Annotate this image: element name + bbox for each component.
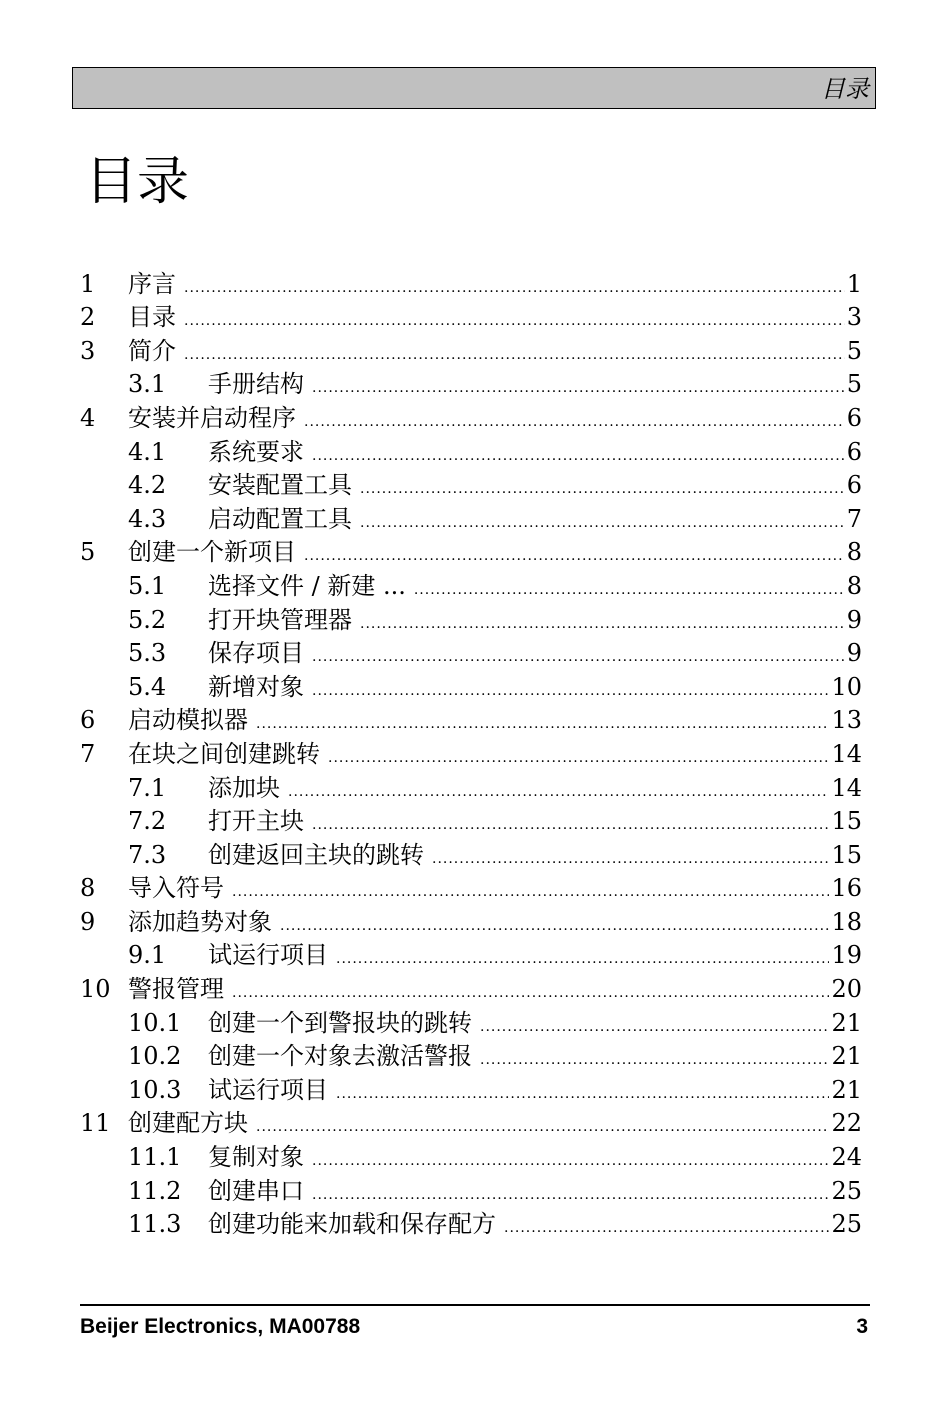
toc-entry-page: 5 bbox=[846, 370, 862, 399]
toc-dot-leader bbox=[414, 571, 845, 601]
toc-entry[interactable] bbox=[80, 299, 862, 333]
toc-entry-page: 7 bbox=[846, 504, 862, 533]
toc-entry-title: 导入符号 bbox=[128, 874, 224, 903]
toc-dot-leader bbox=[360, 605, 845, 635]
toc-entry-title: 新增对象 bbox=[208, 672, 304, 701]
toc-dot-leader bbox=[280, 907, 829, 937]
toc-entry-number: 9 bbox=[80, 907, 96, 936]
toc-entry[interactable] bbox=[80, 870, 862, 904]
toc-entry-number: 10 bbox=[80, 975, 111, 1004]
toc-entry-title: 试运行项目 bbox=[208, 1075, 328, 1104]
toc-dot-leader bbox=[480, 1008, 829, 1038]
toc-entry-number: 9.1 bbox=[128, 941, 167, 970]
toc-entry-page: 21 bbox=[831, 1075, 862, 1104]
toc-dot-leader bbox=[232, 873, 829, 903]
toc-entry-number: 3 bbox=[80, 336, 96, 365]
footer-publisher: Beijer Electronics, MA00788 bbox=[80, 1315, 361, 1338]
toc-entry[interactable] bbox=[80, 1004, 862, 1038]
toc-entry-title: 创建返回主块的跳转 bbox=[208, 840, 424, 869]
toc-entry-page: 1 bbox=[846, 269, 862, 298]
toc-entry-page: 21 bbox=[831, 1008, 862, 1037]
toc-entry-title: 系统要求 bbox=[208, 437, 304, 466]
toc-entry[interactable] bbox=[80, 668, 862, 702]
footer-divider bbox=[80, 1304, 870, 1306]
page-title: 目录 bbox=[85, 152, 190, 212]
toc-entry[interactable] bbox=[80, 836, 862, 870]
toc-entry-page: 3 bbox=[846, 303, 862, 332]
toc-entry-page: 13 bbox=[831, 706, 862, 735]
toc-entry[interactable] bbox=[80, 399, 862, 433]
toc-dot-leader bbox=[288, 773, 829, 803]
toc-entry-page: 24 bbox=[831, 1143, 862, 1172]
toc-entry-page: 6 bbox=[846, 403, 862, 432]
toc-entry-title: 警报管理 bbox=[128, 975, 224, 1004]
toc-dot-leader bbox=[504, 1209, 829, 1239]
toc-entry-title: 目录 bbox=[128, 303, 176, 332]
toc-entry-title: 试运行项目 bbox=[208, 941, 328, 970]
toc-entry-page: 16 bbox=[831, 874, 862, 903]
toc-entry-title: 手册结构 bbox=[208, 370, 304, 399]
toc-entry-number: 11.2 bbox=[128, 1176, 182, 1205]
toc-dot-leader bbox=[480, 1041, 829, 1071]
toc-entry-title: 打开块管理器 bbox=[208, 605, 352, 634]
toc-entry[interactable] bbox=[80, 635, 862, 669]
toc-dot-leader bbox=[256, 1108, 829, 1138]
toc-entry-page: 5 bbox=[846, 336, 862, 365]
toc-entry[interactable] bbox=[80, 534, 862, 568]
toc-entry-number: 5.3 bbox=[128, 639, 167, 668]
toc-entry[interactable] bbox=[80, 702, 862, 736]
toc-entry-page: 8 bbox=[846, 538, 862, 567]
toc-entry-page: 19 bbox=[831, 941, 862, 970]
toc-entry[interactable] bbox=[80, 769, 862, 803]
toc-entry-title: 创建一个新项目 bbox=[128, 538, 296, 567]
toc-entry[interactable] bbox=[80, 1038, 862, 1072]
toc-entry[interactable] bbox=[80, 467, 862, 501]
toc-entry-page: 6 bbox=[846, 471, 862, 500]
toc-entry[interactable] bbox=[80, 601, 862, 635]
toc-entry[interactable] bbox=[80, 1206, 862, 1240]
toc-entry-title: 打开主块 bbox=[208, 807, 304, 836]
toc-dot-leader bbox=[432, 840, 829, 870]
toc-dot-leader bbox=[184, 302, 845, 332]
toc-entry[interactable] bbox=[80, 332, 862, 366]
toc-entry-page: 18 bbox=[831, 907, 862, 936]
toc-entry-title: 创建一个对象去激活警报 bbox=[208, 1042, 472, 1071]
toc-dot-leader bbox=[232, 974, 829, 1004]
toc-entry[interactable] bbox=[80, 1105, 862, 1139]
toc-entry-title: 创建串口 bbox=[208, 1176, 304, 1205]
toc-entry-page: 6 bbox=[846, 437, 862, 466]
toc-entry-title: 简介 bbox=[128, 336, 176, 365]
toc-dot-leader bbox=[184, 336, 845, 366]
toc-entry-title: 保存项目 bbox=[208, 639, 304, 668]
toc-entry-page: 25 bbox=[831, 1210, 862, 1239]
toc-entry-number: 4.2 bbox=[128, 471, 167, 500]
toc-entry-number: 7.1 bbox=[128, 773, 167, 802]
toc-entry-number: 7.2 bbox=[128, 807, 167, 836]
toc-entry-number: 2 bbox=[80, 303, 96, 332]
toc-entry[interactable] bbox=[80, 735, 862, 769]
toc-entry-number: 10.1 bbox=[128, 1008, 182, 1037]
toc-entry-page: 9 bbox=[846, 605, 862, 634]
toc-entry-page: 15 bbox=[831, 840, 862, 869]
toc-dot-leader bbox=[256, 705, 829, 735]
toc-entry-page: 25 bbox=[831, 1176, 862, 1205]
toc-dot-leader bbox=[328, 739, 829, 769]
toc-dot-leader bbox=[184, 269, 845, 299]
toc-dot-leader bbox=[312, 638, 845, 668]
toc-entry-title: 复制对象 bbox=[208, 1143, 304, 1172]
toc-dot-leader bbox=[304, 537, 845, 567]
toc-dot-leader bbox=[312, 806, 829, 836]
toc-entry-title: 创建功能来加载和保存配方 bbox=[208, 1210, 496, 1239]
toc-entry-title: 创建一个到警报块的跳转 bbox=[208, 1008, 472, 1037]
toc-entry-title: 启动模拟器 bbox=[128, 706, 248, 735]
toc-dot-leader bbox=[312, 1142, 829, 1172]
toc-entry-page: 14 bbox=[831, 739, 862, 768]
toc-entry-number: 11.3 bbox=[128, 1210, 182, 1239]
toc-entry-page: 21 bbox=[831, 1042, 862, 1071]
toc-entry[interactable] bbox=[80, 265, 862, 299]
footer-page-number: 3 bbox=[856, 1315, 868, 1338]
toc-dot-leader bbox=[336, 940, 829, 970]
toc-entry-number: 10.2 bbox=[128, 1042, 182, 1071]
toc-entry-title: 创建配方块 bbox=[128, 1109, 248, 1138]
toc-entry-number: 1 bbox=[80, 269, 96, 298]
toc-dot-leader bbox=[336, 1075, 829, 1105]
toc-entry-title: 序言 bbox=[128, 269, 176, 298]
table-of-contents bbox=[80, 265, 862, 1239]
toc-dot-leader bbox=[312, 369, 845, 399]
toc-entry-page: 22 bbox=[831, 1109, 862, 1138]
toc-entry[interactable] bbox=[80, 970, 862, 1004]
toc-entry-number: 5.2 bbox=[128, 605, 167, 634]
toc-entry[interactable] bbox=[80, 1172, 862, 1206]
toc-entry-title: 添加趋势对象 bbox=[128, 907, 272, 936]
toc-entry-page: 20 bbox=[831, 975, 862, 1004]
toc-entry-number: 4.3 bbox=[128, 504, 167, 533]
toc-entry-number: 8 bbox=[80, 874, 96, 903]
toc-entry-number: 5.4 bbox=[128, 672, 167, 701]
running-header-title: 目录 bbox=[821, 75, 869, 103]
toc-dot-leader bbox=[312, 672, 829, 702]
toc-dot-leader bbox=[360, 470, 845, 500]
toc-entry-number: 11 bbox=[80, 1109, 111, 1138]
toc-entry[interactable] bbox=[80, 1071, 862, 1105]
toc-entry-number: 10.3 bbox=[128, 1075, 182, 1104]
toc-entry[interactable] bbox=[80, 903, 862, 937]
toc-entry[interactable] bbox=[80, 567, 862, 601]
toc-entry-page: 14 bbox=[831, 773, 862, 802]
toc-entry-title: 添加块 bbox=[208, 773, 280, 802]
toc-entry[interactable] bbox=[80, 937, 862, 971]
toc-entry-page: 8 bbox=[846, 571, 862, 600]
toc-entry-page: 9 bbox=[846, 639, 862, 668]
toc-entry[interactable] bbox=[80, 803, 862, 837]
toc-entry-title: 在块之间创建跳转 bbox=[128, 739, 320, 768]
toc-entry-title: 启动配置工具 bbox=[208, 504, 352, 533]
toc-entry-page: 10 bbox=[831, 672, 862, 701]
toc-entry[interactable] bbox=[80, 500, 862, 534]
toc-entry-number: 7 bbox=[80, 739, 96, 768]
running-header-bar bbox=[72, 67, 876, 109]
toc-entry-number: 4 bbox=[80, 403, 96, 432]
toc-entry-title: 选择文件 / 新建 ... bbox=[208, 571, 406, 600]
toc-entry[interactable] bbox=[80, 1138, 862, 1172]
toc-entry[interactable] bbox=[80, 433, 862, 467]
toc-entry-number: 4.1 bbox=[128, 437, 167, 466]
toc-entry-number: 7.3 bbox=[128, 840, 167, 869]
toc-dot-leader bbox=[360, 504, 845, 534]
toc-dot-leader bbox=[312, 437, 845, 467]
toc-entry-number: 3.1 bbox=[128, 370, 167, 399]
toc-dot-leader bbox=[312, 1176, 829, 1206]
toc-entry-number: 5.1 bbox=[128, 571, 167, 600]
toc-entry-page: 15 bbox=[831, 807, 862, 836]
toc-entry-number: 5 bbox=[80, 538, 96, 567]
toc-dot-leader bbox=[304, 403, 845, 433]
toc-entry-number: 6 bbox=[80, 706, 96, 735]
toc-entry-number: 11.1 bbox=[128, 1143, 182, 1172]
toc-entry[interactable] bbox=[80, 366, 862, 400]
toc-entry-title: 安装配置工具 bbox=[208, 471, 352, 500]
toc-entry-title: 安装并启动程序 bbox=[128, 403, 296, 432]
